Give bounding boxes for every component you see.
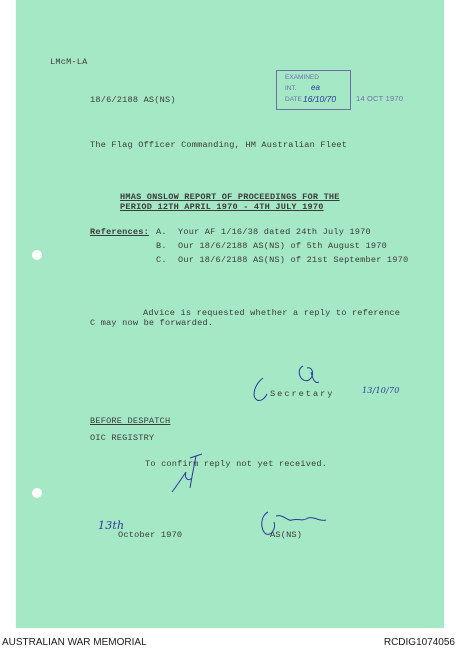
footer-source: AUSTRALIAN WAR MEMORIAL [2, 637, 147, 648]
date-text: October 1970 [118, 530, 183, 540]
secretary-title: Secretary [270, 389, 335, 399]
dispatch-note: To confirm reply not yet received. [145, 459, 328, 469]
punch-hole [32, 250, 42, 260]
dispatch-registry: OIC REGISTRY [90, 433, 155, 443]
reference-letter: A. [156, 227, 167, 237]
body-line-1: Advice is requested whether a reply to reference [143, 308, 401, 318]
reference-letter: C. [156, 255, 167, 265]
section-code: AS(NS) [270, 530, 303, 540]
examined-stamp [276, 70, 351, 110]
footer-id: RCDIG1074056 [383, 637, 455, 648]
references-label: References: [90, 227, 149, 237]
dispatch-heading: BEFORE DESPATCH [90, 416, 171, 426]
secretary-signature [243, 360, 323, 410]
signature-date: 13/10/70 [362, 386, 400, 395]
stamp-overprint-date: 14 OCT 1970 [356, 94, 404, 103]
reference-text: Our 18/6/2188 AS(NS) of 21st September 1970 [178, 255, 409, 265]
handwritten-initials [168, 448, 212, 498]
reference-text: Our 18/6/2188 AS(NS) of 5th August 1970 [178, 241, 387, 251]
reference-letter: B. [156, 241, 167, 251]
subject-line-2: PERIOD 12TH APRIL 1970 - 4TH JULY 1970 [120, 202, 324, 212]
reference-text: Your AF 1/16/38 dated 24th July 1970 [178, 227, 371, 237]
stamp-label: EXAMINED [285, 74, 319, 81]
subject-line-1: HMAS ONSLOW REPORT OF PROCEEDINGS FOR THE [120, 192, 340, 202]
stamp-initials: ea [311, 83, 320, 92]
stamp-int-label: INT. [285, 85, 297, 92]
handwritten-day: 13th [98, 519, 125, 532]
addressee: The Flag Officer Commanding, HM Australian Fleet [90, 140, 348, 150]
reference-code: LMcM-LA [50, 57, 88, 67]
file-reference: 18/6/2188 AS(NS) [90, 95, 176, 105]
stamp-date-label: DATE [285, 96, 302, 103]
body-line-2: C may now be forwarded. [90, 318, 214, 328]
stamp-date-value: 16/10/70 [303, 94, 337, 104]
punch-hole [32, 488, 42, 498]
